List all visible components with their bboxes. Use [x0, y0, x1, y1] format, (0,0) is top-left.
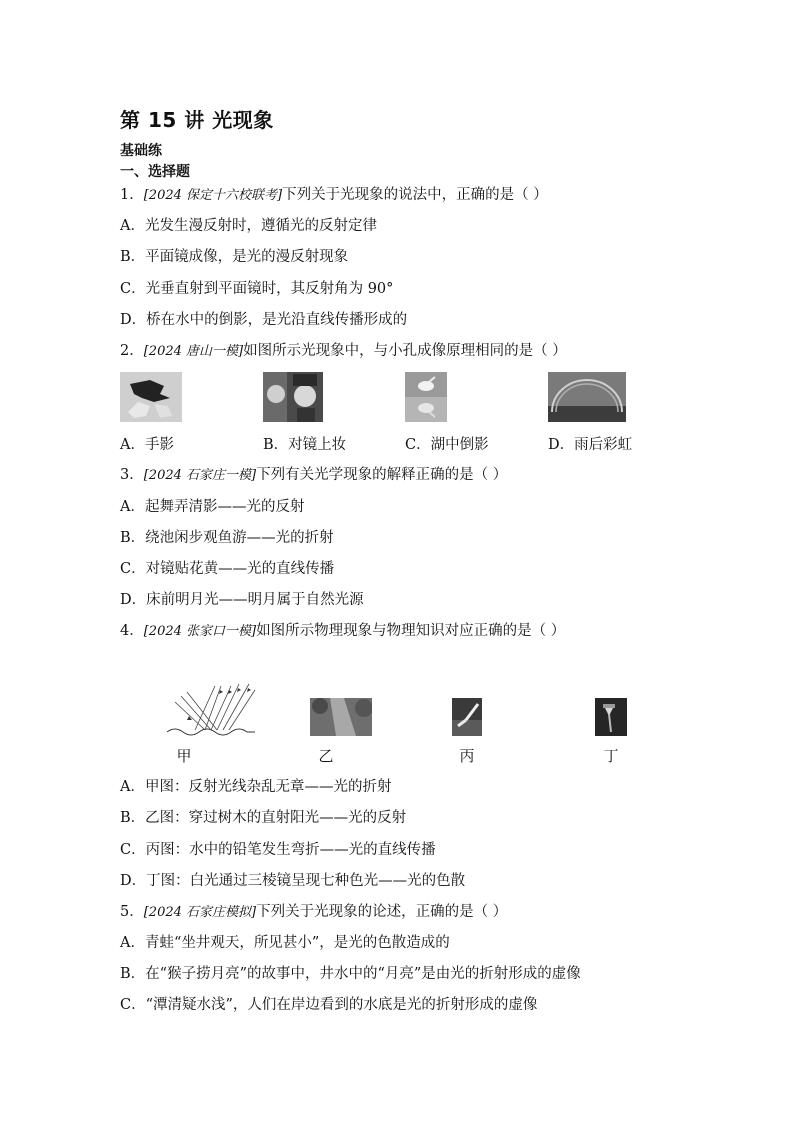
question-3 — [120, 465, 507, 486]
option-c: C．丙图：水中的铅笔发生弯折——光的直线传播 — [120, 842, 436, 858]
question-stem: 下列关于光现象的论述，正确的是（ ） — [256, 904, 508, 920]
option-d: D．桥在水中的倒影，是光沿直线传播形成的 — [120, 312, 408, 328]
question-number: 3． — [120, 467, 144, 483]
makeup-mirror-image — [263, 372, 323, 422]
question-stem: 如图所示物理现象与物理知识对应正确的是（ ） — [256, 623, 566, 639]
option-d: D．床前明月光——明月属于自然光源 — [120, 592, 364, 608]
bent-pencil-image — [452, 698, 482, 736]
rainbow-image — [548, 372, 626, 422]
q2-option-c: C．湖中倒影 — [405, 437, 489, 453]
question-source: [2024 张家口一模] — [143, 624, 257, 639]
question-source: [2024 石家庄模拟] — [143, 905, 257, 920]
q2-option-a: A．手影 — [120, 437, 174, 453]
question-source: [2024 保定十六校联考] — [143, 188, 283, 203]
sunlight-through-trees-image — [310, 698, 372, 736]
question-2 — [120, 341, 567, 362]
figure-label-bing: 丙 — [459, 747, 475, 765]
question-source: [2024 唐山一模] — [143, 344, 244, 359]
figure-label-jia: 甲 — [176, 747, 192, 765]
q2-option-d: D．雨后彩虹 — [548, 437, 633, 453]
option-a: A．光发生漫反射时，遵循光的反射定律 — [120, 218, 377, 234]
question-source: [2024 石家庄一模] — [143, 468, 257, 483]
question-stem: 下列关于光现象的说法中，正确的是（ ） — [282, 187, 548, 203]
question-stem: 如图所示光现象中，与小孔成像原理相同的是（ ） — [243, 343, 567, 359]
lake-reflection-image — [405, 372, 447, 422]
figure-label-yi: 乙 — [318, 747, 334, 765]
question-4 — [120, 621, 565, 642]
option-a: A．青蛙“坐井观天，所见甚小”，是光的色散造成的 — [120, 935, 450, 951]
prism-dispersion-image — [595, 698, 627, 736]
option-a: A．起舞弄清影——光的反射 — [120, 499, 305, 515]
question-5 — [120, 902, 507, 923]
q2-option-b: B．对镜上妆 — [263, 437, 347, 453]
figure-label-ding: 丁 — [603, 747, 619, 765]
option-c: C．对镜贴花黄——光的直线传播 — [120, 561, 335, 577]
option-a: A．甲图：反射光线杂乱无章——光的折射 — [120, 779, 392, 795]
diffuse-reflection-diagram — [165, 680, 257, 738]
hand-shadow-image — [120, 372, 182, 422]
question-number: 5． — [120, 904, 144, 920]
option-b: B．绕池闲步观鱼游——光的折射 — [120, 530, 334, 546]
option-b: B．乙图：穿过树木的直射阳光——光的反射 — [120, 810, 407, 826]
option-b: B．平面镜成像，是光的漫反射现象 — [120, 249, 349, 265]
question-number: 1． — [120, 187, 144, 203]
section-heading: 基础练 — [120, 143, 162, 159]
option-c: C．光垂直射到平面镜时，其反射角为 90° — [120, 281, 394, 297]
question-1 — [120, 185, 548, 206]
option-d: D．丁图：白光通过三棱镜呈现七种色光——光的色散 — [120, 873, 466, 889]
option-c: C．“潭清疑水浅”，人们在岸边看到的水底是光的折射形成的虚像 — [120, 997, 538, 1013]
subsection-heading: 一、选择题 — [120, 164, 190, 180]
option-b: B．在“猴子捞月亮”的故事中，井水中的“月亮”是由光的折射形成的虚像 — [120, 966, 581, 982]
question-number: 4． — [120, 623, 144, 639]
question-stem: 下列有关光学现象的解释正确的是（ ） — [256, 467, 508, 483]
page-title: 第 15 讲 光现象 — [120, 108, 274, 132]
question-number: 2． — [120, 343, 144, 359]
